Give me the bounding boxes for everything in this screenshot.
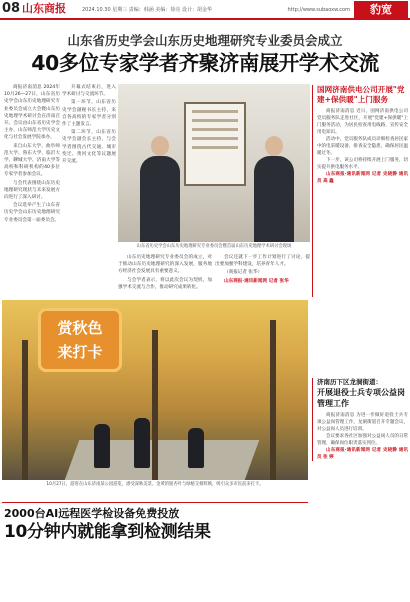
brand-label: 豹宽	[354, 1, 408, 18]
story1-headline: 40多位专家学者齐聚济南展开学术交流	[31, 51, 379, 75]
story1-kicker: 山东省历史学会山东历史地理研究专业委员会成立	[67, 33, 343, 48]
paragraph: 商报济南消息 为进一步做好退役士兵专项公益岗管理工作，龙洞街道召开专题会议，对公益岗人员进行培训。	[317, 413, 408, 432]
sidebar2-author-line: 山东商报·通讯新闻网 记者 史晓静 通讯员 张 婷	[317, 448, 408, 460]
tree-trunk	[270, 320, 276, 480]
badge-line-1: 赏秋色	[57, 319, 103, 337]
paragraph: 活动中，党员服务队成员详细检查居民家中的电采暖设备，排查安全隐患，确保居民温暖过冬。	[317, 137, 408, 156]
paragraph: 山东历史地理研究专业委员会的成立，对于推动山东历史地理研究的深入发展，服务地方经济社会发展具有重要意义。	[118, 255, 212, 275]
person-left-head	[151, 136, 169, 156]
page-header	[0, 0, 410, 20]
story1-column-1	[4, 84, 60, 298]
story1-column-4	[215, 254, 310, 298]
person-right-head	[265, 136, 283, 156]
commemorative-plaque	[184, 102, 246, 186]
sidebar-title: 国网济南供电公司开展"党建+保供暖"上门服务	[317, 85, 405, 104]
paragraph: 商报济南消息 2024年10月26—27日，山东省历史学会山东历史地理研究专业委员会成立大会暨山东历史地理学术研讨会在济南召开。会议由山东省历史学会主办，山东师范大学历史文化与社会发展学院承办。	[4, 85, 60, 141]
badge-line-2: 来打卡	[57, 343, 103, 361]
sidebar-body	[317, 108, 408, 185]
paper-name: 山东商报	[22, 2, 66, 15]
sidebar2-title: 开展退役士兵专项公益岗管理工作	[317, 388, 405, 408]
sidebar2-body	[317, 412, 408, 461]
meeting-photo	[118, 84, 310, 242]
sidebar-story-veterans	[312, 378, 408, 461]
sidebar-author-line: 山东商报·通讯新闻网 记者 史晓静 通讯员 高 鑫	[317, 172, 408, 184]
meeting-photo-caption: 山东省历史学会山东历史地理研究专业委员会暨首届山东历史地理学术研讨会现场	[136, 244, 292, 249]
site-url: http://www.subaoxw.com	[287, 7, 350, 13]
paragraph: 会议要求各社区加强对公益岗人员的日常管理，确保岗位职责落实到位。	[317, 434, 408, 446]
tree-trunk	[22, 340, 28, 480]
story2-headline: 10分钟内就能拿到检测结果	[4, 522, 211, 542]
paragraph: 来自山东大学、曲阜师范大学、鲁东大学、临沂大学、聊城大学、济南大学等高校和科研机构的40多位专家学者参加会议。	[4, 143, 60, 178]
visitor-figure	[188, 428, 204, 468]
person-right-figure	[254, 156, 294, 242]
paragraph: 第二环节，山东省历史学会副会长主持，与会学者围绕古代交通、城市变迁、黄河文化等议题展开交流。	[62, 130, 116, 165]
person-left-figure	[140, 156, 180, 242]
story1-author-line: 山东商报·通讯新闻网 记者 张华	[224, 278, 289, 284]
autumn-park-photo	[2, 300, 308, 480]
story1-column-3	[118, 254, 212, 298]
autumn-photo-caption: 10月27日，游客在山东济南某公园游览，感受深秋美景。金黄的银杏叶与绿植交相辉映，吸引众多市民前来打卡。	[46, 482, 264, 487]
issue-meta: 2024.10.30 星期三 责编：韩涵 美编：徐亮 设计：胡金华	[82, 7, 212, 13]
paragraph: 下一步，该公司将持续开展上门服务，切实提升供电服务水平。	[317, 158, 408, 170]
tree-trunk	[152, 330, 158, 480]
sidebar-story-power-supply	[312, 85, 408, 297]
story2-kicker: 2000台AI远程医学检设备免费投放	[4, 507, 180, 520]
paragraph: 会议选举产生了山东省历史学会山东历史地理研究专业委员会第一届委员会。	[4, 203, 60, 223]
page-number: 08	[2, 1, 21, 16]
paragraph: 开幕式结束后，进入学术研讨与交流环节。	[62, 85, 116, 98]
story1-column-2	[62, 84, 116, 298]
sidebar2-kicker: 济南历下区龙洞街道：	[317, 378, 382, 386]
visitor-figure	[134, 418, 150, 468]
paragraph: 与会代表围绕山东历史地理研究现状与未来发展方向进行了深入研讨。	[4, 180, 60, 201]
visitor-figure	[94, 424, 110, 468]
paragraph: （商报记者 张华）	[224, 270, 263, 276]
paragraph: 第一环节，山东省历史学会副秘书长主持，来自各高校的专家学者分别作了主题发言。	[62, 100, 116, 128]
autumn-badge	[38, 308, 122, 372]
paragraph: 与会学者表示，将以此次会议为契机，加强学术交流与合作，推动研究成果转化。	[118, 277, 212, 290]
paragraph: 商报济南消息 近日，国网济南供电公司党员服务队走进社区，开展"党建+保供暖"上门服务活动，为居民检查用电线路，宣传安全用电知识。	[317, 109, 408, 135]
section-divider	[2, 502, 308, 503]
paragraph: 会议还就下一步工作计划进行了讨论，提出要加强学科建设，培养青年人才。	[215, 255, 310, 268]
